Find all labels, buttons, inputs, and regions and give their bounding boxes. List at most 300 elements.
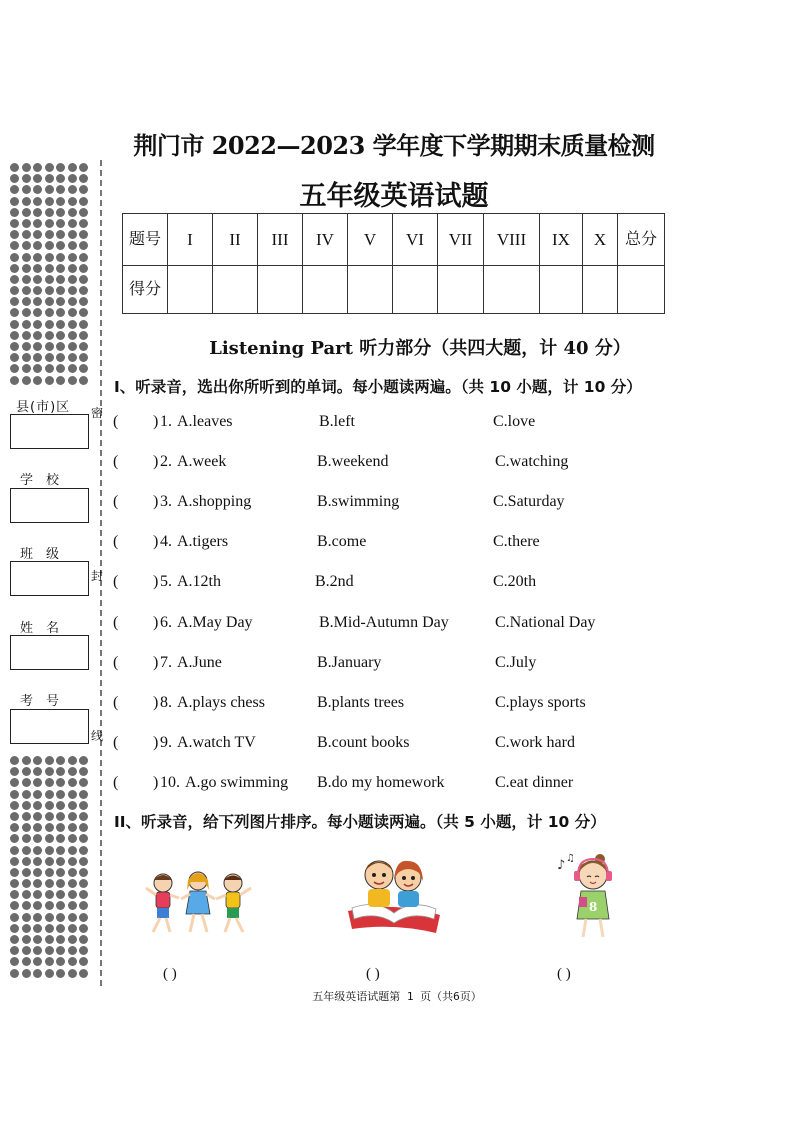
option-b[interactable]: B.left [319,413,355,430]
svg-text:♫: ♫ [566,853,575,864]
binding-dot [68,767,77,776]
col-header: IV [303,214,348,266]
col-header: VIII [484,214,540,266]
answer-paren-close: ) [153,653,159,671]
binding-dot [22,801,31,810]
binding-dot [45,957,54,966]
answer-bracket-3[interactable]: ( ) [557,966,571,982]
binding-dot [56,264,65,273]
binding-dot [10,801,19,810]
binding-dot [10,286,19,295]
score-cell[interactable] [583,266,618,314]
binding-dot [45,924,54,933]
binding-dot [79,823,88,832]
binding-dot [56,230,65,239]
answer-paren-close: ) [153,573,159,591]
binding-dot [45,275,54,284]
binding-dot [68,946,77,955]
binding-dot [33,308,42,317]
binding-dot [79,790,88,799]
binding-dot [45,353,54,362]
binding-dot [68,901,77,910]
binding-dot [68,230,77,239]
answer-paren-open[interactable]: ( [113,773,119,791]
answer-paren-open[interactable]: ( [113,493,119,511]
binding-dot [45,320,54,329]
binding-dot [45,812,54,821]
binding-dot [22,275,31,284]
option-c[interactable]: C.Saturday [493,493,565,511]
school-field[interactable] [10,488,89,523]
binding-dot [33,879,42,888]
binding-dot [10,879,19,888]
binding-dot [10,924,19,933]
binding-dot [45,901,54,910]
binding-dot [68,846,77,855]
binding-dot [79,879,88,888]
binding-dot [79,264,88,273]
binding-dot [10,901,19,910]
binding-dot [45,778,54,787]
binding-dot [45,834,54,843]
binding-dot [10,264,19,273]
binding-dot [56,364,65,373]
exam-number-label: 考 号 [20,694,60,709]
binding-dot [79,778,88,787]
binding-dot [68,890,77,899]
option-b[interactable]: B.come [317,533,367,551]
binding-dot [22,957,31,966]
children-dancing-picture [143,868,255,940]
binding-dot [10,320,19,329]
option-b[interactable]: B.do my homework [317,773,445,791]
binding-dot [33,790,42,799]
binding-dot [68,778,77,787]
binding-dot [10,253,19,262]
col-header: VI [393,214,438,266]
binding-dot [68,790,77,799]
binding-dot [33,331,42,340]
binding-dot [22,308,31,317]
binding-dot [10,890,19,899]
binding-dot [10,767,19,776]
answer-paren-open[interactable]: ( [113,573,119,591]
answer-paren-close: ) [153,453,159,471]
binding-dot [68,308,77,317]
option-c[interactable]: C.20th [493,573,537,591]
binding-dot [68,857,77,866]
binding-dot [33,812,42,821]
binding-dot [79,320,88,329]
binding-dot [10,185,19,194]
binding-dot [56,969,65,978]
binding-dot [56,834,65,843]
binding-dot [56,342,65,351]
binding-dot [22,890,31,899]
option-c[interactable]: C.plays sports [495,693,586,711]
answer-paren-open[interactable]: ( [113,733,119,751]
score-cell[interactable] [393,266,438,314]
binding-dot [22,913,31,922]
answer-paren-open[interactable]: ( [113,653,119,671]
option-b[interactable]: B.January [317,653,382,671]
binding-dot [45,185,54,194]
binding-dot [22,208,31,217]
question-row [113,453,713,475]
binding-dot [56,823,65,832]
score-cell[interactable] [168,266,213,314]
binding-dot [56,801,65,810]
binding-dot [22,197,31,206]
binding-dot [45,219,54,228]
binding-dot [68,969,77,978]
option-a[interactable]: A.week [177,453,227,471]
binding-dot [10,946,19,955]
binding-dot [68,197,77,206]
name-field[interactable] [10,635,89,670]
answer-paren-close: ) [153,533,159,551]
binding-dot [33,364,42,373]
binding-dot [22,812,31,821]
answer-paren-open[interactable]: ( [113,693,119,711]
binding-dot [56,857,65,866]
binding-dot [56,812,65,821]
binding-dot [22,297,31,306]
answer-bracket-2[interactable]: ( ) [366,966,380,982]
binding-dot [10,957,19,966]
option-a[interactable]: A.May Day [177,613,253,631]
binding-dot [56,868,65,877]
question-row [113,654,713,676]
binding-dot [56,946,65,955]
binding-dot [56,275,65,284]
binding-dot [33,197,42,206]
binding-dot [68,353,77,362]
binding-dot [22,790,31,799]
binding-dot [79,308,88,317]
binding-dot [56,253,65,262]
option-b[interactable]: B.Mid-Autumn Day [319,613,449,631]
binding-dot [68,241,77,250]
binding-dot [45,376,54,385]
binding-dot [10,208,19,217]
binding-dot [33,924,42,933]
option-a[interactable]: A.go swimming [185,773,289,791]
binding-dot [79,801,88,810]
binding-dot [45,756,54,765]
question-number: 2. [160,453,172,471]
binding-dot [10,846,19,855]
binding-dot [10,868,19,877]
question-number: 5. [160,573,172,591]
binding-dot [45,879,54,888]
answer-paren-open[interactable]: ( [113,453,119,471]
option-c[interactable]: C.July [495,653,537,671]
binding-dot [79,297,88,306]
binding-dot [33,208,42,217]
binding-dot [68,801,77,810]
option-b[interactable]: B.weekend [317,453,389,471]
binding-dot [33,264,42,273]
binding-dot [10,857,19,866]
binding-dot [79,174,88,183]
binding-dot [79,834,88,843]
binding-dot [79,376,88,385]
binding-dot [45,846,54,855]
binding-dot [22,219,31,228]
option-c[interactable]: C.work hard [495,733,575,751]
binding-dot [56,219,65,228]
col-header: I [168,214,213,266]
binding-dot [68,286,77,295]
option-c[interactable]: C.love [493,413,536,430]
option-c[interactable]: C.watching [495,453,569,471]
col-header: V [348,214,393,266]
binding-dot [45,286,54,295]
binding-dot [56,331,65,340]
binding-dot [68,208,77,217]
binding-dot [45,264,54,273]
binding-dot [45,946,54,955]
answer-paren-open[interactable]: ( [113,613,119,631]
option-a[interactable]: A.June [177,653,222,671]
binding-dot [45,163,54,172]
binding-dot [56,241,65,250]
binding-dot [56,286,65,295]
binding-dot [79,969,88,978]
binding-dot [22,264,31,273]
binding-dot [56,790,65,799]
question-row [113,573,713,595]
binding-dot [22,901,31,910]
binding-dot [33,320,42,329]
binding-dot [10,364,19,373]
section-1-title: I、听录音，选出你所听到的单词。每小题读两遍。（共 10 小题，计 10 分） [114,378,642,396]
county-field[interactable] [10,414,89,449]
score-cell[interactable] [213,266,258,314]
option-b[interactable]: B.swimming [317,493,400,511]
binding-dot [45,913,54,922]
section-2-title: II、听录音，给下列图片排序。每小题读两遍。（共 5 小题，计 10 分） [114,813,606,831]
option-a[interactable]: A.plays chess [177,693,265,711]
binding-dot [10,790,19,799]
option-b[interactable]: B.count books [317,733,410,751]
binding-dot [22,253,31,262]
answer-bracket-1[interactable]: ( ) [163,966,177,982]
binding-dot [22,823,31,832]
class-field[interactable] [10,561,89,596]
binding-dot [68,342,77,351]
binding-dot [56,163,65,172]
binding-dot [56,185,65,194]
exam-subtitle: 五年级英语试题 [299,181,489,212]
binding-dot [79,913,88,922]
binding-dot [33,219,42,228]
binding-dot [45,297,54,306]
binding-dot [33,275,42,284]
binding-dot [33,297,42,306]
binding-dot [56,879,65,888]
score-cell[interactable] [438,266,484,314]
binding-dot [45,230,54,239]
binding-dot [45,767,54,776]
binding-dot [56,756,65,765]
binding-dot [33,778,42,787]
binding-dot [10,823,19,832]
binding-dot [68,163,77,172]
binding-dot [68,376,77,385]
binding-dot [56,320,65,329]
seal-char-feng: 封 [91,569,104,583]
binding-dot [56,913,65,922]
binding-dot [45,890,54,899]
listening-part-title: Listening Part 听力部分（共四大题，计 40 分） [209,338,631,359]
binding-dot [33,286,42,295]
binding-dot [22,353,31,362]
score-cell[interactable] [540,266,583,314]
binding-dot [45,342,54,351]
binding-dot [22,924,31,933]
binding-dot [68,264,77,273]
option-c[interactable]: C.National Day [495,613,596,631]
answer-paren-open[interactable]: ( [113,533,119,551]
question-row [113,614,713,636]
binding-dot [10,241,19,250]
score-cell[interactable] [348,266,393,314]
option-b[interactable]: B.plants trees [317,693,405,711]
binding-dot [79,185,88,194]
binding-dot [22,163,31,172]
binding-dot [79,767,88,776]
binding-dot [68,756,77,765]
binding-dot [79,342,88,351]
binding-dot [79,890,88,899]
binding-dot [56,297,65,306]
binding-dot [10,297,19,306]
binding-dot [10,935,19,944]
binding-dot [68,879,77,888]
col-header: IX [540,214,583,266]
answer-paren-close: ) [153,693,159,711]
binding-dot [79,846,88,855]
binding-dot [22,241,31,250]
county-label: 县(市)区 [16,400,71,415]
binding-dot [68,924,77,933]
binding-dot [33,253,42,262]
binding-dot [79,857,88,866]
binding-dot [68,331,77,340]
binding-dot [22,364,31,373]
answer-paren-open[interactable]: ( [113,413,119,430]
binding-dot [45,208,54,217]
binding-dot [33,174,42,183]
binding-dot [10,308,19,317]
binding-dot [33,935,42,944]
binding-dot [33,957,42,966]
binding-dot [56,174,65,183]
binding-dot [10,342,19,351]
binding-dot [56,308,65,317]
col-header-total: 总分 [618,214,665,266]
question-number: 1. [160,413,172,430]
option-b[interactable]: B.2nd [315,573,354,591]
option-a[interactable]: A.12th [177,573,221,591]
question-row [113,734,713,756]
question-number: 6. [160,613,172,631]
question-row [113,694,713,716]
answer-paren-close: ) [153,773,159,791]
exam-number-field[interactable] [10,709,89,744]
score-cell[interactable] [258,266,303,314]
binding-dot [68,219,77,228]
binding-dot [33,767,42,776]
binding-dot [56,197,65,206]
binding-dot [68,834,77,843]
school-label: 学 校 [20,473,60,488]
question-number: 7. [160,653,172,671]
binding-dot [79,230,88,239]
binding-dot [10,913,19,922]
binding-dot [33,913,42,922]
binding-dot [79,253,88,262]
col-header: III [258,214,303,266]
name-label: 姓 名 [20,621,60,636]
option-c[interactable]: C.there [493,533,540,551]
binding-dot [10,756,19,765]
binding-dot [10,353,19,362]
binding-dot [33,163,42,172]
binding-dot [79,286,88,295]
binding-dot [33,342,42,351]
binding-dot [56,778,65,787]
binding-dot [33,185,42,194]
answer-paren-close: ) [153,733,159,751]
svg-text:♪: ♪ [557,858,566,873]
binding-dot [68,275,77,284]
binding-dot [33,756,42,765]
binding-dot [10,969,19,978]
binding-dot [56,890,65,899]
binding-dot [68,957,77,966]
exam-title: 荆门市 2022—2023 学年度下学期期末质量检测 [133,131,655,160]
score-cell[interactable] [303,266,348,314]
option-c[interactable]: C.eat dinner [495,773,574,791]
binding-dot [22,879,31,888]
binding-dot [33,353,42,362]
binding-dot [33,901,42,910]
score-cell[interactable] [484,266,540,314]
binding-dot [68,320,77,329]
answer-paren-close: ) [153,493,159,511]
binding-dot [79,868,88,877]
binding-dot [22,174,31,183]
binding-dot [22,756,31,765]
question-number: 4. [160,533,172,551]
binding-dot [79,163,88,172]
binding-dot [22,969,31,978]
score-cell-total[interactable] [618,266,665,314]
option-a[interactable]: A.watch TV [177,733,256,751]
binding-dot [10,163,19,172]
binding-dot [33,241,42,250]
option-a[interactable]: A.shopping [177,493,252,511]
svg-text:8: 8 [589,900,598,914]
binding-dot [33,801,42,810]
option-a[interactable]: A.leaves [177,413,233,430]
option-a[interactable]: A.tigers [177,533,229,551]
binding-dot [79,275,88,284]
binding-dot [56,376,65,385]
